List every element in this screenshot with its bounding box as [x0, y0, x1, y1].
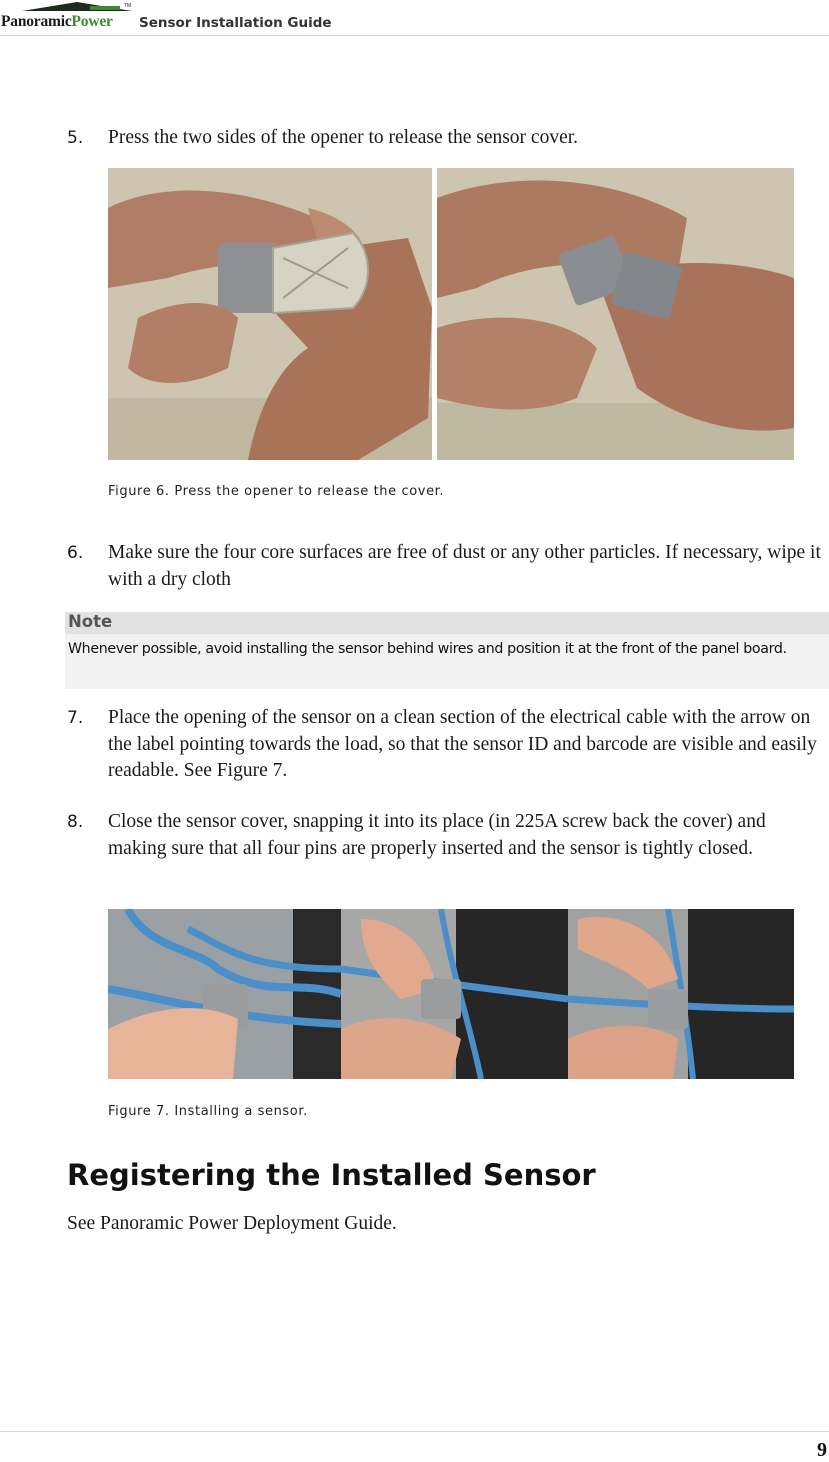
section-heading: Registering the Installed Sensor — [67, 1158, 596, 1192]
figure-7-photo-1 — [108, 909, 341, 1079]
step-8-text: Close the sensor cover, snapping it into its place (in 225A screw back the cover) and making sure that all four pins are properly inserted and the sensor is tightly closed. — [108, 811, 766, 859]
note-text: Whenever possible, avoid installing the sensor behind wires and position it at the front of the panel board. — [68, 641, 787, 657]
panoramic-power-logo — [0, 2, 137, 30]
figure-7-caption: Figure 7. Installing a sensor. — [108, 1104, 308, 1119]
note-label: Note — [68, 612, 113, 631]
header-divider — [0, 35, 829, 36]
step-6-number: 6. — [67, 543, 84, 563]
figure-7-photo-2 — [341, 909, 568, 1079]
step-7-text: Place the opening of the sensor on a clean section of the electrical cable with the arrow on the label pointing towards the load, so that the sensor ID and barcode are visible and easily readable. See Figure 7. — [108, 707, 817, 781]
figure-6-photo-left-illustration — [108, 168, 432, 460]
logo-trademark: TM — [124, 3, 132, 9]
figure-6-caption: Figure 6. Press the opener to release the cover. — [108, 484, 445, 499]
step-5-text: Press the two sides of the opener to release the sensor cover. — [108, 127, 579, 148]
figure-7-photo-3-illustration — [568, 909, 794, 1079]
logo-roof-accent — [90, 6, 120, 10]
figure-7-photo-1-illustration — [108, 909, 341, 1079]
note-body — [65, 634, 829, 689]
logo-wordmark — [1, 13, 113, 31]
page-number: 9 — [817, 1439, 827, 1461]
figure-6-photo-right-illustration — [437, 168, 794, 460]
step-7-number: 7. — [67, 708, 84, 728]
figure-7-photo-3 — [568, 909, 794, 1079]
step-5-number: 5. — [67, 128, 84, 148]
header-title: Sensor Installation Guide — [139, 15, 332, 31]
logo-word-panoramic: Panoramic — [1, 13, 72, 30]
section-body-text: See Panoramic Power Deployment Guide. — [67, 1213, 397, 1234]
step-6-text: Make sure the four core surfaces are free of dust or any other particles. If necessary, wipe it with a dry cloth — [108, 542, 821, 590]
step-8-number: 8. — [67, 812, 84, 832]
figure-7-photo-2-illustration — [341, 909, 568, 1079]
note-header — [65, 612, 829, 634]
figure-6-photo-left — [108, 168, 432, 460]
footer-divider — [0, 1431, 829, 1432]
logo-word-power: Power — [71, 13, 113, 30]
figure-6-photo-right — [437, 168, 794, 460]
